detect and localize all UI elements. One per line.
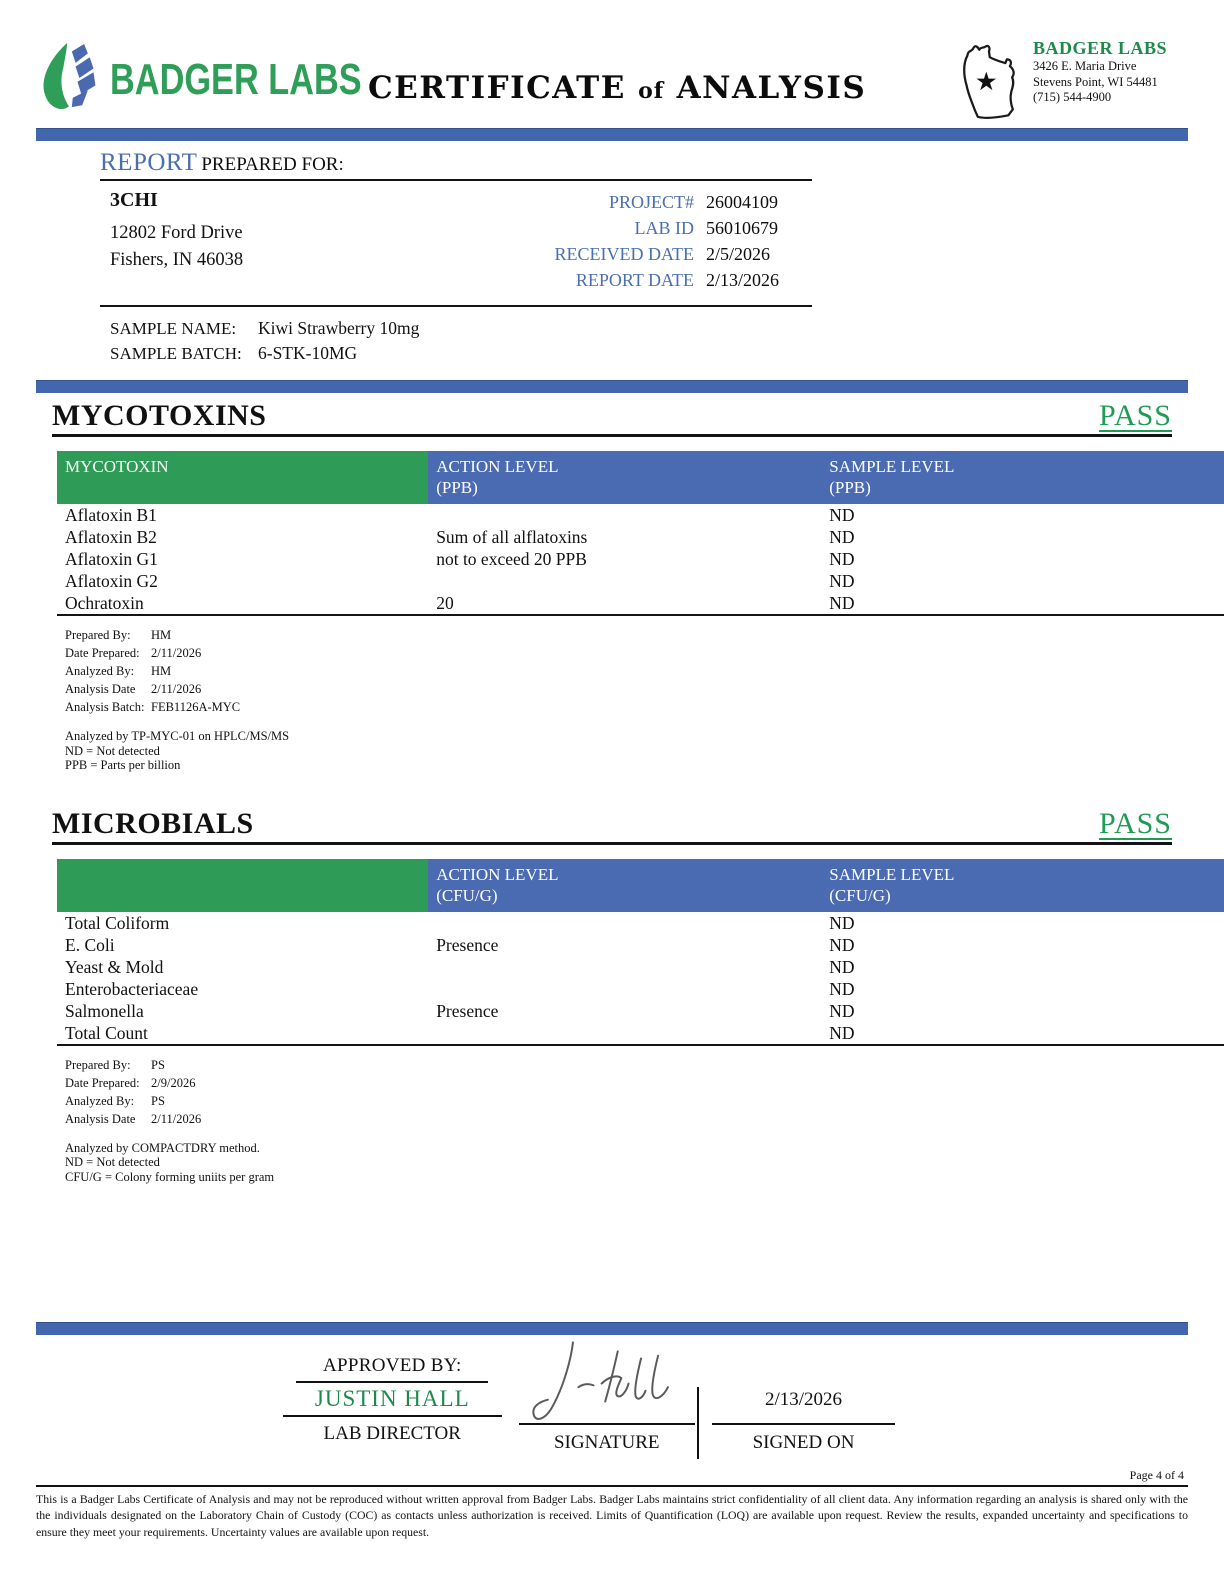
wisconsin-state-icon [945, 38, 1027, 130]
meta-row: Prepared By: HM [65, 628, 172, 642]
col-header-sample-level: SAMPLE LEVEL (CFU/G) [821, 859, 1224, 912]
sample-level-cell: ND [829, 934, 855, 955]
meta-row: Analysis Date 2/11/2026 [65, 682, 202, 696]
lab-contact-block [945, 38, 1167, 130]
sample-level-cell: ND [829, 505, 855, 525]
analyte-cell: Total Count [65, 1022, 148, 1043]
mycotoxins-meta [65, 626, 1224, 716]
meta-row: Analyzed By: PS [65, 1093, 165, 1108]
field-received-date [484, 241, 812, 267]
column-divider [697, 1387, 699, 1459]
action-level-cell: 20 [436, 593, 454, 613]
footer-rule [36, 1485, 1188, 1487]
analyte-cell: Ochratoxin [65, 593, 144, 613]
analyte-cell: Aflatoxin G1 [65, 549, 158, 569]
col-header-mycotoxin: MYCOTOXIN [57, 451, 428, 504]
meta-row: Date Prepared: 2/11/2026 [65, 646, 202, 660]
analyte-cell: Salmonella [65, 1000, 144, 1021]
prepared-for-label: PREPARED FOR: [201, 154, 344, 175]
leaf-logo-icon [36, 40, 102, 114]
signature-label: SIGNATURE [553, 1431, 660, 1453]
signed-on-label: SIGNED ON [752, 1431, 855, 1453]
meta-row: Analyzed By: HM [65, 664, 172, 678]
microbials-section-header [52, 807, 1172, 845]
sample-level-cell: ND [829, 956, 855, 977]
mycotoxins-status-badge: PASS [1099, 399, 1172, 432]
table-row [57, 956, 1224, 978]
table-row [57, 934, 1224, 956]
approval-block [283, 1345, 895, 1454]
meta-row: Prepared By: PS [65, 1057, 165, 1072]
analyte-cell: Total Coliform [65, 912, 170, 933]
action-level-cell [428, 912, 821, 934]
action-level-cell [428, 956, 821, 978]
col-header-action-level: ACTION LEVEL (PPB) [428, 451, 821, 504]
page-number: Page 4 of 4 [1129, 1467, 1184, 1482]
project-label: PROJECT# [608, 192, 694, 212]
lab-name: BADGER LABS [1033, 38, 1168, 58]
mycotoxins-section-header [52, 399, 1172, 437]
sample-batch-value: 6-STK-10MG [258, 343, 358, 363]
table-header-row [57, 451, 1224, 504]
field-report-date [484, 267, 812, 293]
mycotoxins-notes: Analyzed by TP-MYC-01 on HPLC/MS/MS ND = Not detected PPB = Parts per billion [65, 729, 290, 772]
sample-batch-row [110, 341, 812, 366]
client-address-line1: 12802 Ford Drive [110, 223, 243, 243]
report-info-block [100, 149, 812, 374]
col-header-action-level: ACTION LEVEL (CFU/G) [428, 859, 821, 912]
analyte-cell: Aflatoxin B2 [65, 527, 157, 547]
action-level-cell: Presence [436, 1000, 499, 1021]
action-level-cell [428, 1022, 821, 1045]
sample-level-cell: ND [829, 978, 855, 999]
received-date-value: 2/5/2026 [706, 244, 771, 264]
logo-wordmark: BADGER LABS [110, 55, 362, 104]
lab-phone: (715) 544-4900 [1033, 90, 1112, 104]
sample-name-row [110, 316, 812, 341]
microbials-title: MICROBIALS [52, 806, 254, 840]
received-date-label: RECEIVED DATE [554, 244, 694, 264]
table-row [57, 912, 1224, 934]
report-date-value: 2/13/2026 [706, 270, 780, 290]
analyte-cell: Enterobacteriaceae [65, 978, 199, 999]
approval-footer [0, 1322, 1224, 1584]
analyte-cell: Aflatoxin B1 [65, 505, 157, 525]
meta-row: Analysis Date 2/11/2026 [65, 1111, 202, 1126]
field-lab-id [484, 215, 812, 241]
sample-level-cell: ND [829, 912, 855, 933]
microbials-meta [65, 1056, 1224, 1128]
lab-address-line2: Stevens Point, WI 54481 [1033, 74, 1158, 89]
sample-level-cell: ND [829, 571, 855, 591]
report-word: REPORT [100, 149, 198, 176]
table-row [57, 1022, 1224, 1045]
page-header [36, 40, 1188, 124]
signature-icon [517, 1337, 697, 1423]
lab-id-value: 56010679 [706, 218, 778, 238]
sample-batch-label: SAMPLE BATCH: [110, 344, 242, 363]
aflatoxin-action-note: Sum of all alflatoxins not to exceed 20 PPB [436, 527, 588, 569]
action-level-cell [428, 978, 821, 1000]
divider-bar [36, 380, 1188, 393]
action-level-cell: Presence [436, 934, 499, 955]
analyte-cell: Yeast & Mold [65, 956, 164, 977]
meta-row: Analysis Batch: FEB1126A-MYC [65, 700, 241, 714]
signed-on-column [712, 1345, 895, 1454]
lab-info [1033, 38, 1167, 130]
sample-block [100, 307, 812, 374]
report-prepared-heading [100, 149, 812, 181]
report-date-label: REPORT DATE [575, 270, 694, 290]
approved-by-column [283, 1345, 502, 1454]
client-address-line2: Fishers, IN 46038 [110, 250, 244, 270]
col-header-blank [57, 859, 428, 912]
report-fields [484, 189, 812, 293]
analyte-cell: E. Coli [65, 934, 115, 955]
microbials-status-badge: PASS [1099, 806, 1172, 840]
approver-name: JUSTIN HALL [283, 1383, 502, 1417]
lab-address-line1: 3426 E. Maria Drive [1033, 59, 1137, 73]
microbials-table [57, 859, 1224, 1046]
sample-level-cell: ND [829, 593, 855, 613]
analyte-cell: Aflatoxin G2 [65, 571, 158, 591]
meta-row: Date Prepared: 2/9/2026 [65, 1075, 196, 1090]
disclaimer-text: This is a Badger Labs Certificate of Analysis and may not be reproduced without written approval from Badger Labs. Badger Labs maintains strict confidentiality of all client data. Any information regarding an analysis is shared only with the the individuals designated on the Laboratory Chain of Custody (COC) as contacts unless authorization is received. Limits of Quantification (LOQ) are available upon request. Review the results, expanded uncertainty and specifications to ensure they meet your requirements. Uncertainty values are available upon request. [36, 1491, 1188, 1539]
mycotoxins-title: MYCOTOXINS [52, 399, 267, 432]
sample-name-value: Kiwi Strawberry 10mg [258, 318, 420, 338]
lab-id-label: LAB ID [634, 218, 694, 238]
client-block [110, 189, 410, 293]
sample-level-cell: ND [829, 1022, 855, 1043]
table-row [57, 504, 1224, 526]
approver-title: LAB DIRECTOR [323, 1422, 461, 1444]
signature-column [514, 1345, 700, 1454]
col-header-sample-level: SAMPLE LEVEL (PPB) [821, 451, 1224, 504]
sample-name-label: SAMPLE NAME: [110, 319, 237, 338]
client-name: 3CHI [110, 189, 158, 211]
signed-date: 2/13/2026 [764, 1388, 843, 1410]
sample-level-cell: ND [829, 1000, 855, 1021]
approved-by-label: APPROVED BY: [296, 1355, 488, 1383]
table-row [57, 592, 1224, 615]
divider-bar [36, 1322, 1188, 1335]
field-project [484, 189, 812, 215]
sample-level-cell: ND [829, 527, 855, 547]
star-icon: ★ [974, 67, 998, 96]
table-row [57, 1000, 1224, 1022]
mycotoxins-table [57, 451, 1224, 616]
table-header-row [57, 859, 1224, 912]
sample-level-cell: ND [829, 549, 855, 569]
table-row [57, 978, 1224, 1000]
project-value: 26004109 [706, 192, 778, 212]
microbials-notes: Analyzed by COMPACTDRY method. ND = Not detected CFU/G = Colony forming uniits per gram [65, 1140, 275, 1184]
page-title: CERTIFICATE of ANALYSIS [368, 70, 867, 106]
